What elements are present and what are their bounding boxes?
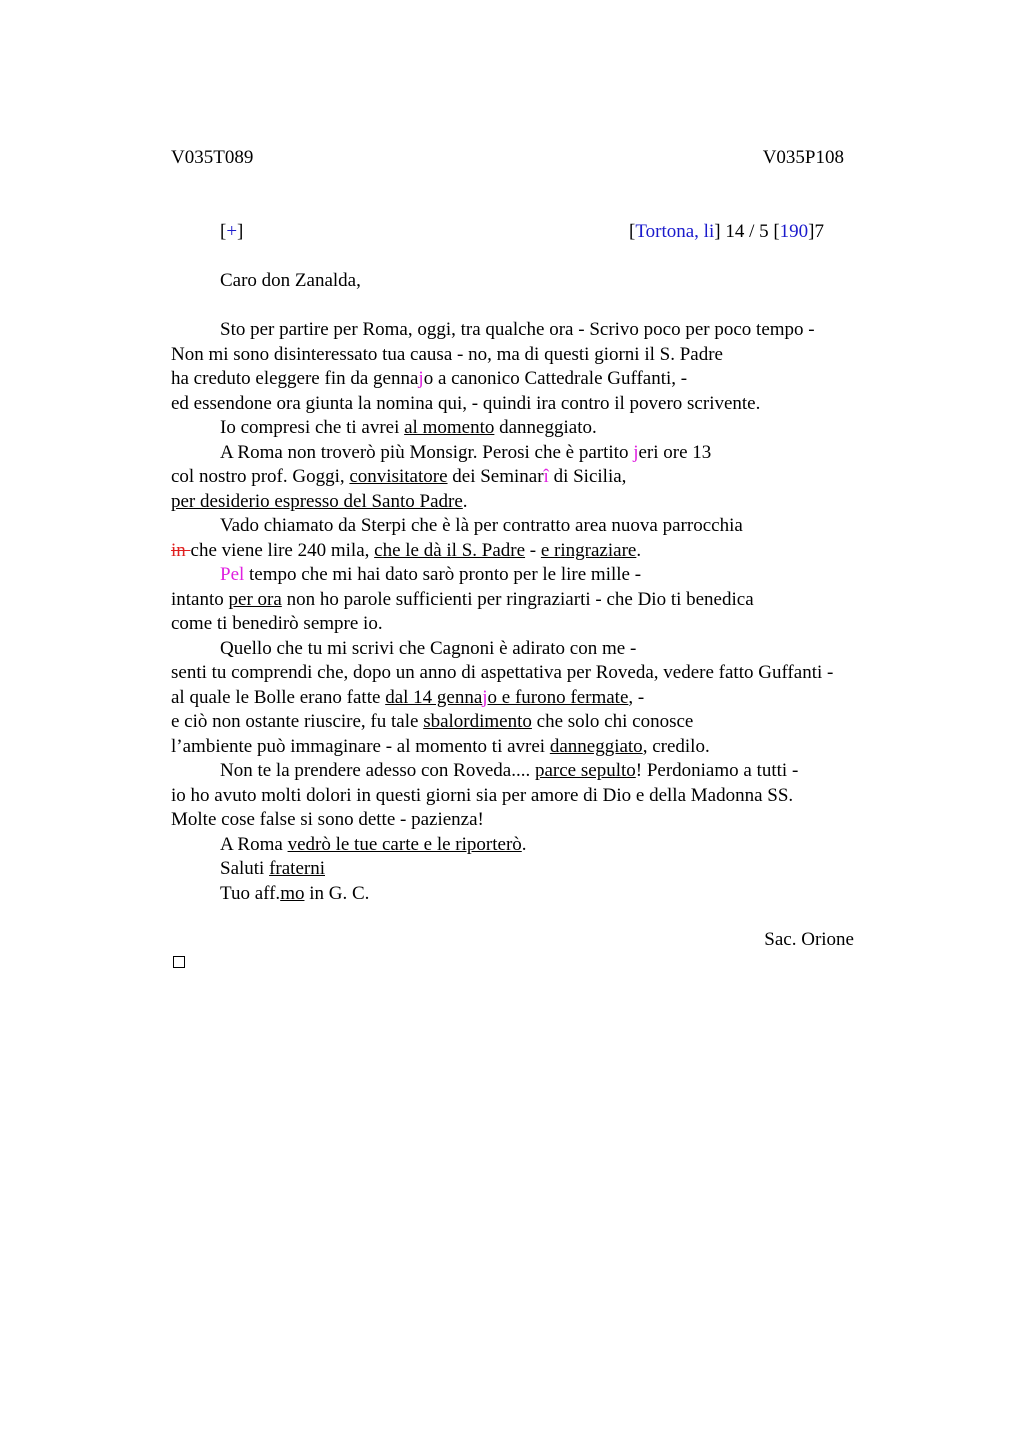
letter-line: in che viene lire 240 mila, che le dà il S. Padre - e ringraziare. xyxy=(171,539,642,561)
letter-line: col nostro prof. Goggi, convisitatore dei Seminarî di Sicilia, xyxy=(171,466,627,487)
letter-line: l’ambiente può immaginare - al momento ti avrei danneggiato, credilo. xyxy=(171,735,710,757)
letter-line: per desiderio espresso del Santo Padre. xyxy=(171,490,468,512)
correction-mark: j xyxy=(482,686,488,708)
letter-line: io ho avuto molti dolori in questi giorni sia per amore di Dio e della Madonna SS. xyxy=(171,784,794,806)
correction-mark: Pel xyxy=(220,564,245,585)
place-name: Tortona, li xyxy=(635,221,715,242)
letter-line: Saluti fraterni xyxy=(220,858,325,879)
letter-line: Non mi sono disinteressato tua causa - no, ma di questi giorni il S. Padre xyxy=(171,343,723,365)
letter-line: al quale le Bolle erano fatte dal 14 gennajo e furono fermate, - xyxy=(171,686,645,708)
cross-sign: + xyxy=(226,221,238,242)
letter-line: intanto per ora non ho parole sufficienti per ringraziarti - che Dio ti benedica xyxy=(171,588,754,610)
correction-mark: j xyxy=(418,368,424,389)
letter-line: e ciò non ostante riuscire, fu tale sbalordimento che solo chi conosce xyxy=(171,711,694,732)
end-square-icon xyxy=(173,956,185,968)
letter-line: come ti benedirò sempre io. xyxy=(171,613,383,634)
letter-line: ha creduto eleggere fin da gennajo a canonico Cattedrale Guffanti, - xyxy=(171,368,688,389)
year-prefix: 190 xyxy=(779,221,809,242)
letter-line: Sto per partire per Roma, oggi, tra qualche ora - Scrivo poco per poco tempo - xyxy=(220,319,815,340)
letter-line: senti tu comprendi che, dopo un anno di aspettativa per Roveda, vedere fatto Guffanti - xyxy=(171,662,834,683)
letter-line: Vado chiamato da Sterpi che è là per contratto area nuova parrocchia xyxy=(220,515,743,536)
letter-line: Pel tempo che mi hai dato sarò pronto per le lire mille - xyxy=(220,564,642,585)
letter-line: ed essendone ora giunta la nomina qui, - quindi ira contro il povero scrivente. xyxy=(171,392,761,414)
letter-body xyxy=(171,318,931,906)
letter-line: Non te la prendere adesso con Roveda.... parce sepulto! Perdoniamo a tutti - xyxy=(220,760,799,781)
letter-line: Quello che tu mi scrivi che Cagnoni è adirato con me - xyxy=(220,637,637,659)
correction-mark: î xyxy=(543,466,549,487)
signature: Sac. Orione xyxy=(764,929,854,950)
letter-line: A Roma non troverò più Monsigr. Perosi che è partito jeri ore 13 xyxy=(220,441,712,463)
salutation: Caro don Zanalda, xyxy=(220,270,361,291)
right-code: V035P108 xyxy=(762,147,844,168)
cross-mark: [+] xyxy=(220,221,244,242)
letter-line: Tuo aff.mo in G. C. xyxy=(220,882,370,904)
left-code: V035T089 xyxy=(171,147,254,168)
correction-mark: j xyxy=(633,441,639,463)
letter-line: Molte cose false si sono dette - pazienza! xyxy=(171,809,484,830)
deleted-word: in xyxy=(171,539,191,561)
letter-line: A Roma vedrò le tue carte e le riporterò. xyxy=(220,833,527,855)
date-line: [Tortona, li] 14 / 5 [190]7 xyxy=(629,221,824,242)
letter-line: Io compresi che ti avrei al momento danneggiato. xyxy=(220,417,597,438)
